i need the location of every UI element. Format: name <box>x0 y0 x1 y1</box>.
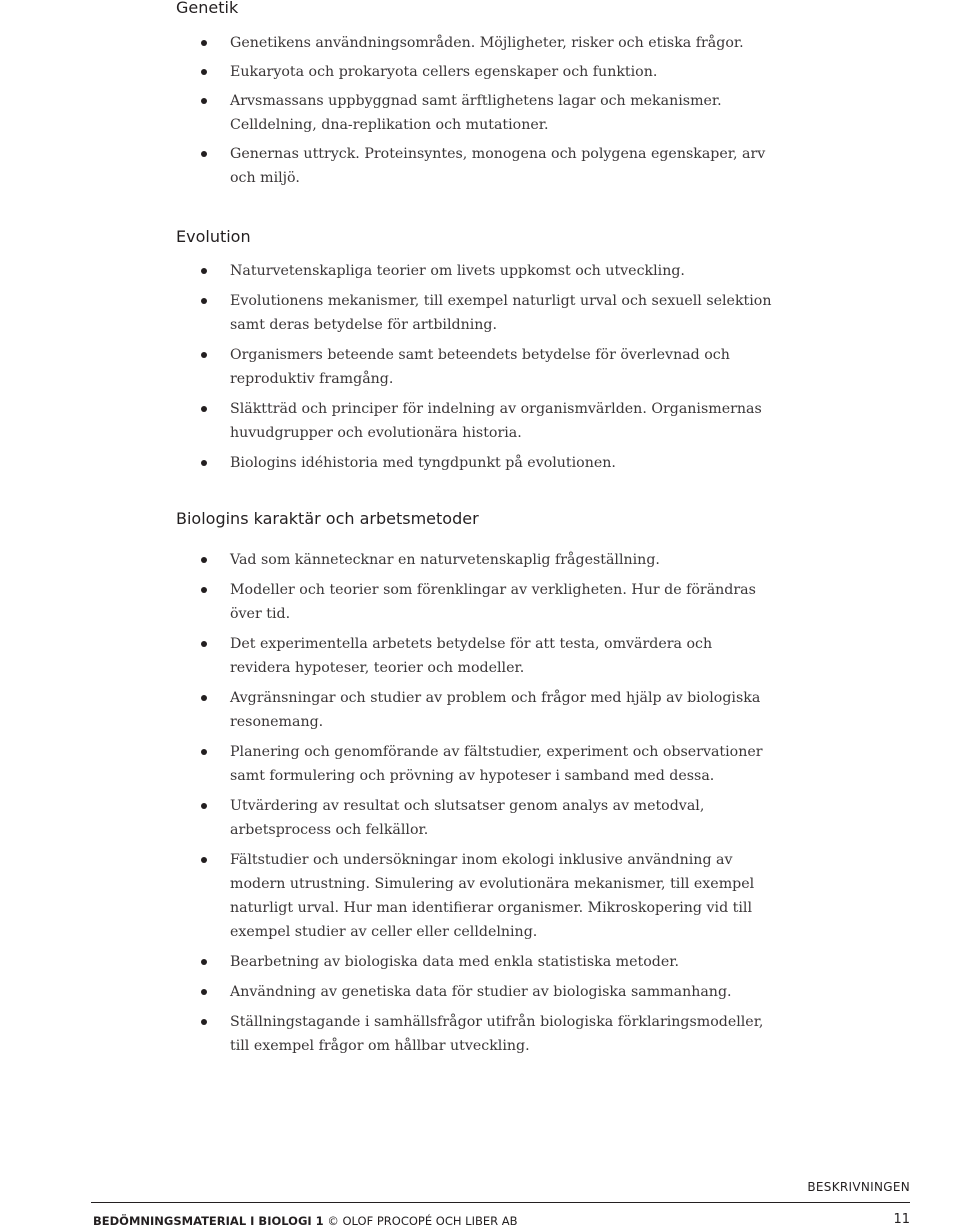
list-item-text: Genernas uttryck. Proteinsyntes, monogena och polygena egenskaper, arv och miljö. <box>230 146 766 186</box>
footer-copyright: © OLOF PROCOPÉ OCH LIBER AB <box>323 1214 518 1228</box>
list-item <box>176 451 776 475</box>
list-item-text: Naturvetenskapliga teorier om livets uppkomst och utveckling. <box>230 263 685 279</box>
list-item-text: Användning av genetiska data för studier av biologiska sammanhang. <box>230 984 732 1000</box>
section-evolution <box>176 227 776 481</box>
list-item <box>176 950 776 974</box>
list-item-text: Biologins idéhistoria med tyngdpunkt på evolutionen. <box>230 455 616 471</box>
list-item-text: Ställningstagande i samhällsfrågor utifrån biologiska förklaringsmodeller, till exempel frågor om hållbar utveckling. <box>230 1014 764 1054</box>
list-item <box>176 289 776 337</box>
section-arbetsmetoder <box>176 509 776 1064</box>
bullet-icon <box>201 803 207 809</box>
bullet-icon <box>201 989 207 995</box>
bullet-icon <box>201 857 207 863</box>
footer-section-label: BESKRIVNINGEN <box>807 1180 910 1194</box>
list-item <box>176 142 776 190</box>
bullet-icon <box>201 406 207 412</box>
list-item <box>176 89 776 137</box>
list-item-text: Utvärdering av resultat och slutsatser genom analys av metodval, arbetsprocess och felkällor. <box>230 798 705 838</box>
list-item-text: Vad som kännetecknar en naturvetenskaplig frågeställning. <box>230 552 660 568</box>
list-item <box>176 397 776 445</box>
list-item-text: Organismers beteende samt beteendets betydelse för överlevnad och reproduktiv framgång. <box>230 347 730 387</box>
bullet-icon <box>201 587 207 593</box>
list-item <box>176 548 776 572</box>
bullet-icon <box>201 69 207 75</box>
footer-title <box>93 1214 518 1228</box>
bullet-icon <box>201 352 207 358</box>
list-item <box>176 1010 776 1058</box>
list-item-text: Modeller och teorier som förenklingar av verkligheten. Hur de förändras över tid. <box>230 582 756 622</box>
section-heading: Evolution <box>176 227 251 246</box>
list-item <box>176 686 776 734</box>
bullet-icon <box>201 557 207 563</box>
bullet-icon <box>201 749 207 755</box>
bullet-icon <box>201 641 207 647</box>
list-item <box>176 980 776 1004</box>
bullet-icon <box>201 959 207 965</box>
list-item <box>176 60 776 84</box>
list-item <box>176 578 776 626</box>
section-heading: Biologins karaktär och arbetsmetoder <box>176 509 479 528</box>
list-item-text: Planering och genomförande av fältstudier, experiment och observationer samt formulering och prövning av hypoteser i samband med dessa. <box>230 744 763 784</box>
section-genetik <box>176 0 776 195</box>
bullet-icon <box>201 98 207 104</box>
bullet-list <box>176 31 776 190</box>
list-item-text: Släktträd och principer för indelning av organismvärlden. Organismernas huvudgrupper och evolutionära historia. <box>230 401 762 441</box>
list-item <box>176 632 776 680</box>
list-item <box>176 259 776 283</box>
page-number: 11 <box>893 1212 910 1227</box>
list-item-text: Eukaryota och prokaryota cellers egenskaper och funktion. <box>230 64 658 80</box>
bullet-icon <box>201 1019 207 1025</box>
list-item-text: Evolutionens mekanismer, till exempel naturligt urval och sexuell selektion samt deras betydelse för artbildning. <box>230 293 772 333</box>
bullet-icon <box>201 40 207 46</box>
bullet-icon <box>201 268 207 274</box>
bullet-icon <box>201 298 207 304</box>
bullet-icon <box>201 151 207 157</box>
list-item <box>176 740 776 788</box>
footer-divider <box>91 1202 910 1203</box>
bullet-icon <box>201 695 207 701</box>
list-item-text: Avgränsningar och studier av problem och frågor med hjälp av biologiska resonemang. <box>230 690 761 730</box>
bullet-list <box>176 259 776 475</box>
list-item <box>176 848 776 944</box>
list-item-text: Genetikens användningsområden. Möjligheter, risker och etiska frågor. <box>230 35 744 51</box>
list-item <box>176 31 776 55</box>
list-item-text: Bearbetning av biologiska data med enkla statistiska metoder. <box>230 954 679 970</box>
list-item-text: Fältstudier och undersökningar inom ekologi inklusive användning av modern utrustning. Simulering av evolutionära mekanismer, till exempel naturligt urval. Hur man identifierar organismer. Mikroskopering vid till exempel studier av celler eller celldelning. <box>230 852 755 940</box>
list-item-text: Arvsmassans uppbyggnad samt ärftlighetens lagar och mekanismer. Celldelning, dna-replikation och mutationer. <box>230 93 722 133</box>
footer-title-strong: BEDÖMNINGSMATERIAL I BIOLOGI 1 <box>93 1214 324 1228</box>
list-item <box>176 794 776 842</box>
list-item-text: Det experimentella arbetets betydelse för att testa, omvärdera och revidera hypoteser, teorier och modeller. <box>230 636 713 676</box>
bullet-icon <box>201 460 207 466</box>
bullet-list <box>176 548 776 1058</box>
section-heading: Genetik <box>176 0 239 17</box>
list-item <box>176 343 776 391</box>
